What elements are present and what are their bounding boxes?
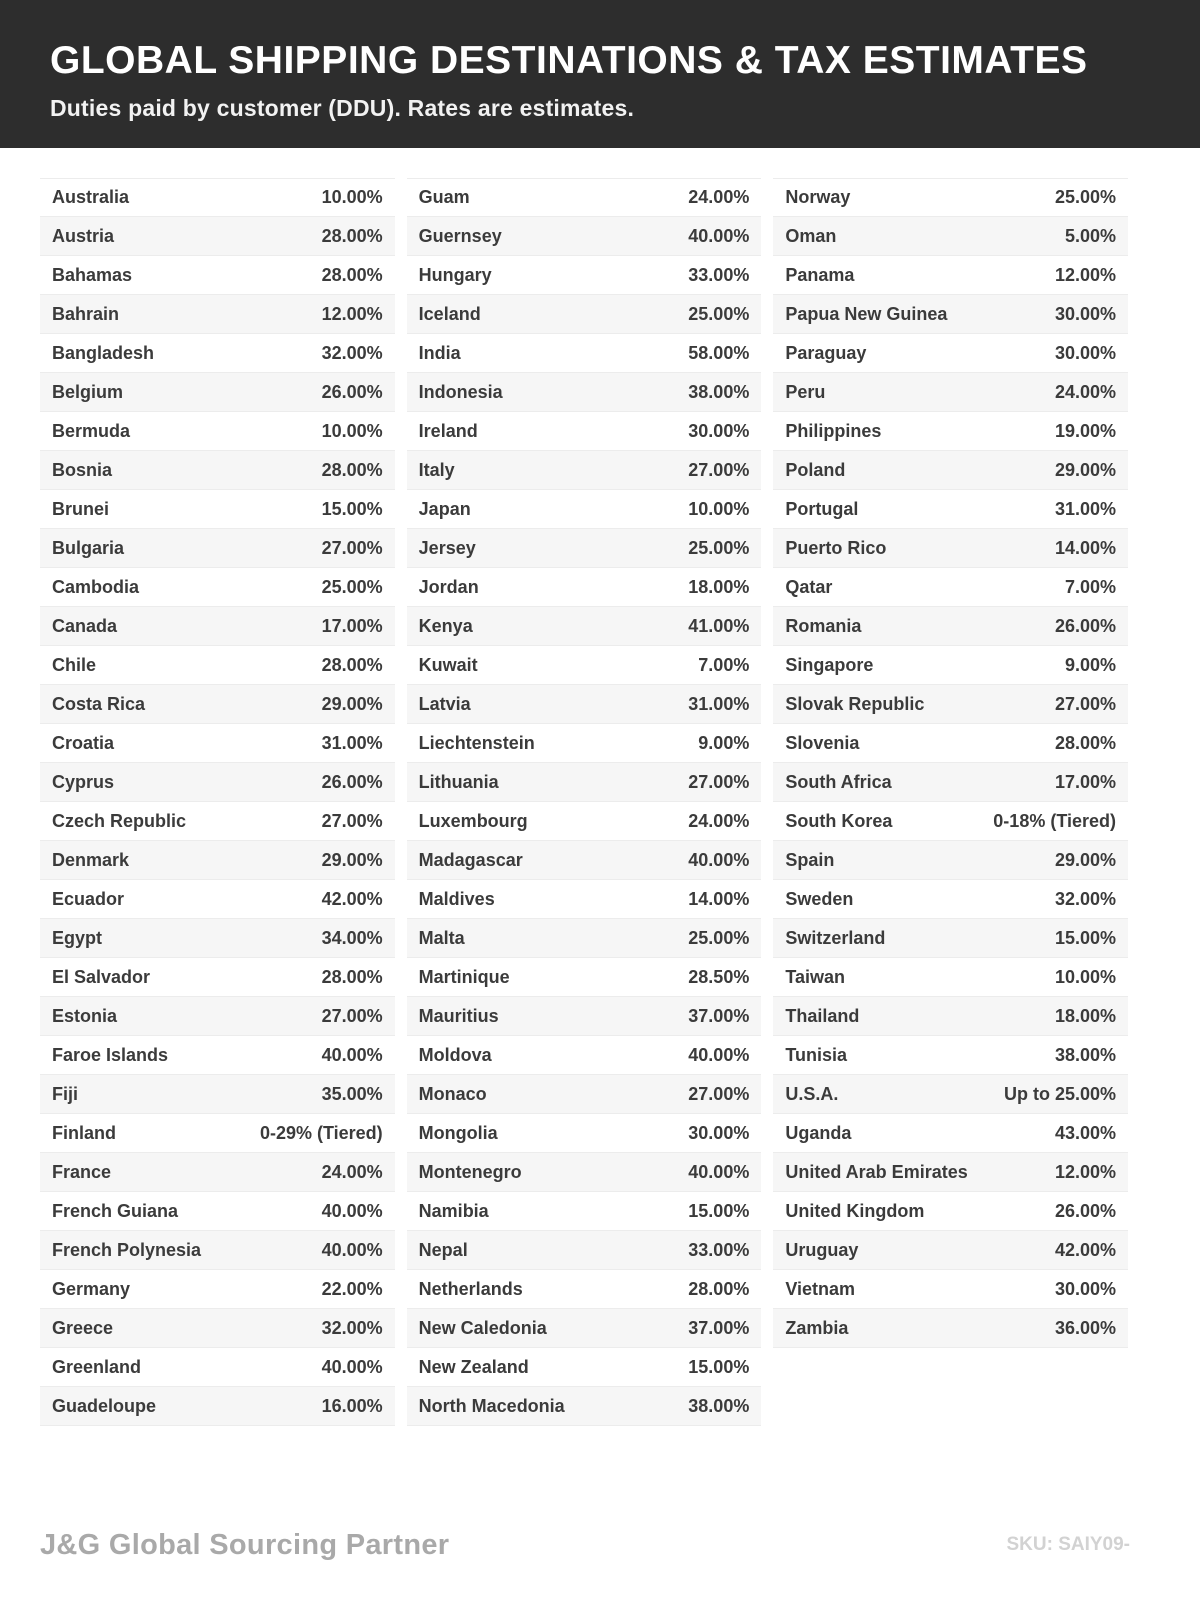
rate-value: 28.00% [1054, 732, 1117, 753]
table-row [40, 412, 395, 451]
table-row [40, 997, 395, 1036]
country-label: French Polynesia [52, 1239, 202, 1260]
rate-value: 30.00% [1054, 1278, 1117, 1299]
table-row [40, 1348, 395, 1387]
country-label: Oman [785, 225, 837, 246]
country-label: Norway [785, 187, 851, 207]
country-label: Paraguay [785, 342, 867, 363]
country-label: Kenya [418, 615, 473, 636]
rate-value: 25.00% [688, 537, 750, 558]
rate-value: 27.00% [321, 810, 383, 831]
country-label: Martinique [418, 966, 510, 987]
country-label: Greece [52, 1317, 114, 1338]
country-label: Romania [785, 615, 862, 636]
rate-value: 37.00% [688, 1317, 750, 1338]
rate-value: 5.00% [1064, 225, 1117, 246]
page-footer [0, 1529, 1200, 1562]
table-row [773, 178, 1128, 217]
rate-value: 29.00% [321, 849, 383, 870]
table-row [407, 607, 762, 646]
table-row [773, 763, 1128, 802]
table-row [773, 451, 1128, 490]
rate-value: 42.00% [321, 888, 383, 909]
rate-value: 30.00% [1054, 303, 1117, 324]
table-row [407, 958, 762, 997]
rate-value: 24.00% [321, 1161, 383, 1182]
rate-value: 30.00% [688, 1122, 750, 1143]
country-label: Spain [785, 849, 835, 870]
rate-value: 9.00% [698, 732, 750, 753]
table-row [407, 724, 762, 763]
table-row [407, 841, 762, 880]
rate-value: 10.00% [321, 420, 383, 441]
table-row [40, 1309, 395, 1348]
rate-value: 29.00% [1054, 459, 1117, 480]
country-label: U.S.A. [785, 1083, 839, 1104]
country-label: Poland [785, 459, 846, 480]
table-row [773, 1153, 1128, 1192]
rate-value: 12.00% [1054, 1161, 1117, 1182]
rate-value: 25.00% [688, 303, 750, 324]
table-row [773, 295, 1128, 334]
country-label: Cambodia [52, 576, 140, 597]
country-label: Bulgaria [52, 537, 125, 558]
country-label: France [52, 1161, 112, 1182]
country-label: Mongolia [418, 1122, 498, 1143]
country-label: Jordan [418, 576, 479, 597]
country-label: Chile [52, 654, 97, 675]
rate-value: 38.00% [688, 1395, 750, 1416]
country-label: Faroe Islands [52, 1044, 169, 1065]
table-row [407, 685, 762, 724]
table-row [773, 412, 1128, 451]
table-row [407, 217, 762, 256]
rate-value: 38.00% [1054, 1044, 1117, 1065]
rate-value: 24.00% [1054, 381, 1117, 402]
country-label: North Macedonia [418, 1395, 565, 1416]
rate-value: 25.00% [321, 576, 383, 597]
rate-value: 15.00% [1054, 927, 1117, 948]
rate-value: 31.00% [321, 732, 383, 753]
country-label: United Arab Emirates [785, 1161, 968, 1182]
rate-value: 19.00% [1054, 420, 1117, 441]
table-row [773, 802, 1128, 841]
table-row [40, 802, 395, 841]
rate-value: 27.00% [688, 771, 750, 792]
table-row [407, 295, 762, 334]
country-label: Jersey [418, 537, 476, 558]
table-row [40, 529, 395, 568]
rates-column-2 [407, 178, 762, 1426]
table-row [407, 178, 762, 217]
table-row [773, 1114, 1128, 1153]
rate-value: 40.00% [321, 1356, 383, 1377]
country-label: Finland [52, 1122, 116, 1143]
table-row [407, 763, 762, 802]
rate-value: 36.00% [1054, 1317, 1117, 1338]
country-label: Costa Rica [52, 693, 146, 714]
country-label: Australia [52, 187, 130, 207]
table-row [773, 373, 1128, 412]
rate-value: 40.00% [321, 1200, 383, 1221]
country-label: Bosnia [52, 459, 113, 480]
rate-value: 40.00% [688, 1044, 750, 1065]
table-row [40, 1114, 395, 1153]
country-label: Zambia [785, 1317, 849, 1338]
rate-value: 28.00% [321, 459, 383, 480]
rate-value: 27.00% [321, 1005, 383, 1026]
country-label: Lithuania [418, 771, 499, 792]
table-row [407, 1387, 762, 1426]
table-row [40, 1387, 395, 1426]
rate-value: Up to 25.00% [1003, 1083, 1117, 1104]
country-label: Brunei [52, 498, 110, 519]
table-row [773, 685, 1128, 724]
rate-value: 40.00% [688, 849, 750, 870]
rate-value: 31.00% [688, 693, 750, 714]
country-label: Cyprus [52, 771, 115, 792]
table-row [407, 1231, 762, 1270]
table-row [407, 490, 762, 529]
table-row [40, 1075, 395, 1114]
table-row [40, 178, 395, 217]
table-row [407, 1192, 762, 1231]
table-row [40, 217, 395, 256]
rate-value: 28.00% [321, 225, 383, 246]
table-row [773, 1231, 1128, 1270]
country-label: Guam [418, 187, 470, 207]
country-label: Bahamas [52, 264, 133, 285]
rate-value: 32.00% [321, 342, 383, 363]
table-row [40, 841, 395, 880]
rate-value: 15.00% [688, 1356, 750, 1377]
country-label: United Kingdom [785, 1200, 925, 1221]
rate-value: 15.00% [321, 498, 383, 519]
country-label: Kuwait [418, 654, 478, 675]
rate-value: 27.00% [688, 459, 750, 480]
table-row [773, 529, 1128, 568]
table-row [773, 1270, 1128, 1309]
table-row [407, 529, 762, 568]
table-row [407, 1114, 762, 1153]
rate-value: 18.00% [1054, 1005, 1117, 1026]
country-label: Denmark [52, 849, 130, 870]
table-row [40, 1192, 395, 1231]
table-row [407, 646, 762, 685]
country-label: Panama [785, 264, 855, 285]
country-label: India [418, 342, 461, 363]
rate-value: 24.00% [688, 810, 750, 831]
rate-value: 28.00% [321, 966, 383, 987]
table-row [773, 919, 1128, 958]
country-label: French Guiana [52, 1200, 179, 1221]
rate-value: 42.00% [1054, 1239, 1117, 1260]
country-label: Nepal [418, 1239, 468, 1260]
rate-value: 17.00% [321, 615, 383, 636]
table-row [407, 373, 762, 412]
table-row [40, 1231, 395, 1270]
table-row [773, 607, 1128, 646]
country-label: New Zealand [418, 1356, 529, 1377]
rate-value: 58.00% [688, 342, 750, 363]
table-row [40, 880, 395, 919]
table-row [40, 685, 395, 724]
rate-value: 9.00% [1064, 654, 1117, 675]
table-row [40, 919, 395, 958]
table-row [40, 1153, 395, 1192]
table-row [773, 997, 1128, 1036]
country-label: Greenland [52, 1356, 142, 1377]
rates-column-3 [773, 178, 1128, 1426]
rate-value: 41.00% [688, 615, 750, 636]
country-label: Fiji [52, 1083, 78, 1104]
rate-value: 37.00% [688, 1005, 750, 1026]
table-row [773, 841, 1128, 880]
country-label: Latvia [418, 693, 471, 714]
country-label: Madagascar [418, 849, 523, 870]
country-label: Austria [52, 225, 115, 246]
country-label: Germany [52, 1278, 131, 1299]
rate-value: 14.00% [688, 888, 750, 909]
rate-value: 32.00% [1054, 888, 1117, 909]
table-row [773, 724, 1128, 763]
page-header [0, 0, 1200, 148]
table-row [407, 1036, 762, 1075]
rate-value: 33.00% [688, 1239, 750, 1260]
country-label: Moldova [418, 1044, 492, 1065]
country-label: Taiwan [785, 966, 846, 987]
country-label: Slovak Republic [785, 693, 925, 714]
table-row [407, 412, 762, 451]
table-row [40, 295, 395, 334]
country-label: Mauritius [418, 1005, 499, 1026]
table-row [40, 724, 395, 763]
country-label: Singapore [785, 654, 874, 675]
table-row [40, 568, 395, 607]
table-row [407, 997, 762, 1036]
country-label: Namibia [418, 1200, 489, 1221]
country-label: Montenegro [418, 1161, 522, 1182]
rate-value: 12.00% [321, 303, 383, 324]
rate-value: 17.00% [1054, 771, 1117, 792]
country-label: Puerto Rico [785, 537, 887, 558]
rates-table [0, 148, 1200, 1426]
rate-value: 26.00% [1054, 1200, 1117, 1221]
rate-value: 22.00% [321, 1278, 383, 1299]
rate-value: 40.00% [321, 1239, 383, 1260]
table-row [773, 1075, 1128, 1114]
country-label: Estonia [52, 1005, 118, 1026]
table-row [773, 880, 1128, 919]
country-label: El Salvador [52, 966, 151, 987]
country-label: Bahrain [52, 303, 120, 324]
table-row [40, 646, 395, 685]
table-row [773, 646, 1128, 685]
country-label: New Caledonia [418, 1317, 547, 1338]
country-label: Philippines [785, 420, 882, 441]
country-label: Portugal [785, 498, 859, 519]
country-label: Liechtenstein [418, 732, 535, 753]
rate-value: 10.00% [321, 187, 383, 207]
rate-value: 34.00% [321, 927, 383, 948]
rate-value: 28.00% [688, 1278, 750, 1299]
table-row [40, 373, 395, 412]
rate-value: 29.00% [321, 693, 383, 714]
rate-value: 28.00% [321, 654, 383, 675]
brand-label: J&G Global Sourcing Partner [40, 1529, 450, 1561]
country-label: Qatar [785, 576, 833, 597]
table-row [40, 763, 395, 802]
country-label: Uruguay [785, 1239, 859, 1260]
country-label: South Korea [785, 810, 893, 831]
country-label: Slovenia [785, 732, 860, 753]
table-row [773, 217, 1128, 256]
table-row [407, 256, 762, 295]
country-label: Indonesia [418, 381, 503, 402]
table-row [40, 1036, 395, 1075]
table-row [773, 1309, 1128, 1348]
table-row [407, 451, 762, 490]
rate-value: 30.00% [688, 420, 750, 441]
country-label: Croatia [52, 732, 115, 753]
table-row [407, 1309, 762, 1348]
country-label: Iceland [418, 303, 481, 324]
rate-value: 31.00% [1054, 498, 1117, 519]
country-label: Uganda [785, 1122, 852, 1143]
country-label: Czech Republic [52, 810, 187, 831]
rate-value: 28.50% [688, 966, 750, 987]
rate-value: 25.00% [1054, 187, 1117, 207]
country-label: Tunisia [785, 1044, 848, 1065]
country-label: Ecuador [52, 888, 125, 909]
table-row [773, 334, 1128, 373]
rate-value: 18.00% [688, 576, 750, 597]
country-label: Japan [418, 498, 471, 519]
table-row [407, 919, 762, 958]
rates-column-1 [40, 178, 395, 1426]
country-label: South Africa [785, 771, 892, 792]
country-label: Netherlands [418, 1278, 523, 1299]
table-row [40, 958, 395, 997]
country-label: Belgium [52, 381, 124, 402]
table-row [407, 1075, 762, 1114]
sku-label: SKU: SAIY09- [1006, 1534, 1130, 1555]
rate-value: 30.00% [1054, 342, 1117, 363]
table-row [407, 334, 762, 373]
rate-value: 27.00% [688, 1083, 750, 1104]
country-label: Ireland [418, 420, 478, 441]
rate-value: 38.00% [688, 381, 750, 402]
country-label: Monaco [418, 1083, 487, 1104]
rate-value: 43.00% [1054, 1122, 1117, 1143]
country-label: Vietnam [785, 1278, 856, 1299]
table-row [407, 1348, 762, 1387]
rate-value: 24.00% [688, 187, 750, 207]
rate-value: 7.00% [698, 654, 750, 675]
country-label: Italy [418, 459, 455, 480]
rate-value: 10.00% [688, 498, 750, 519]
table-row [773, 1192, 1128, 1231]
table-row [40, 334, 395, 373]
table-row [407, 880, 762, 919]
country-label: Papua New Guinea [785, 303, 948, 324]
country-label: Switzerland [785, 927, 886, 948]
rate-value: 26.00% [321, 381, 383, 402]
rate-value: 28.00% [321, 264, 383, 285]
table-row [773, 958, 1128, 997]
page-subtitle: Duties paid by customer (DDU). Rates are estimates. [50, 94, 635, 121]
rate-value: 27.00% [1054, 693, 1117, 714]
rate-value: 0-29% (Tiered) [259, 1122, 383, 1143]
country-label: Bangladesh [52, 342, 155, 363]
country-label: Sweden [785, 888, 854, 909]
table-row [407, 802, 762, 841]
rate-value: 33.00% [688, 264, 750, 285]
rate-value: 26.00% [1054, 615, 1117, 636]
table-row [40, 451, 395, 490]
country-label: Hungary [418, 264, 492, 285]
country-label: Guadeloupe [52, 1395, 157, 1416]
rate-value: 12.00% [1054, 264, 1117, 285]
country-label: Peru [785, 381, 826, 402]
rate-value: 35.00% [321, 1083, 383, 1104]
table-row [407, 1270, 762, 1309]
rate-value: 7.00% [1064, 576, 1117, 597]
rate-value: 40.00% [688, 225, 750, 246]
rate-value: 10.00% [1054, 966, 1117, 987]
table-row [40, 607, 395, 646]
rate-value: 15.00% [688, 1200, 750, 1221]
rate-value: 16.00% [321, 1395, 383, 1416]
table-row [773, 256, 1128, 295]
country-label: Guernsey [418, 225, 502, 246]
table-row [407, 1153, 762, 1192]
table-row [40, 490, 395, 529]
rate-value: 26.00% [321, 771, 383, 792]
country-label: Malta [418, 927, 465, 948]
country-label: Egypt [52, 927, 103, 948]
rate-value: 14.00% [1054, 537, 1117, 558]
country-label: Canada [52, 615, 118, 636]
rate-value: 40.00% [321, 1044, 383, 1065]
table-row [40, 1270, 395, 1309]
rate-value: 29.00% [1054, 849, 1117, 870]
page-title: GLOBAL SHIPPING DESTINATIONS & TAX ESTIMATES [50, 39, 1088, 82]
table-row [773, 1036, 1128, 1075]
country-label: Luxembourg [418, 810, 528, 831]
rate-value: 40.00% [688, 1161, 750, 1182]
rate-value: 25.00% [688, 927, 750, 948]
table-row [773, 568, 1128, 607]
country-label: Thailand [785, 1005, 860, 1026]
table-row [773, 490, 1128, 529]
rate-value: 27.00% [321, 537, 383, 558]
table-row [407, 568, 762, 607]
country-label: Maldives [418, 888, 495, 909]
table-row [40, 256, 395, 295]
country-label: Bermuda [52, 420, 131, 441]
rate-value: 32.00% [321, 1317, 383, 1338]
rate-value: 0-18% (Tiered) [993, 810, 1117, 831]
